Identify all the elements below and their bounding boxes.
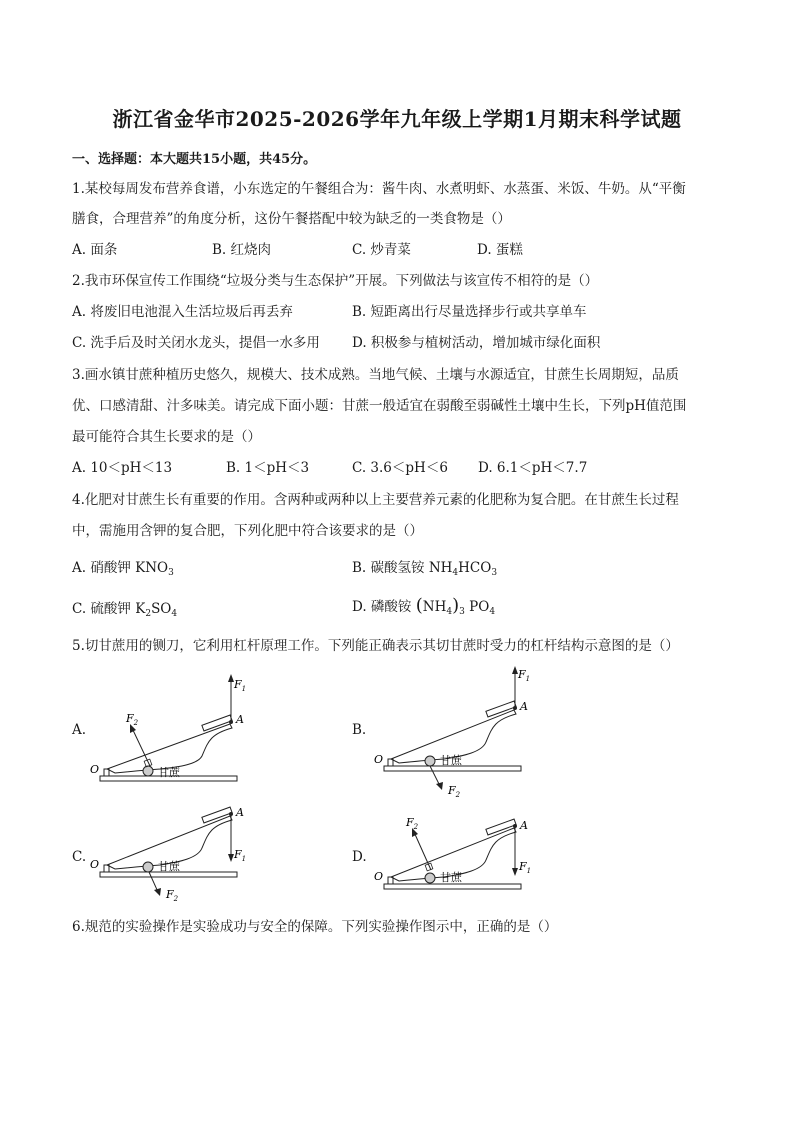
q2-option-c: C. 洗手后及时关闭水龙头，提倡一水多用 xyxy=(72,335,320,351)
label-f1: $F_1$ xyxy=(234,848,247,863)
q4-option-b-formula: $NH_4HCO_3$ xyxy=(428,560,498,578)
q4-option-b xyxy=(352,556,497,578)
q3-stem-line3: 最可能符合其生长要求的是（） xyxy=(72,429,261,445)
q4-option-c-formula: $K_2SO_4$ xyxy=(135,601,178,619)
q4-option-d-label: D. 磷酸铵 xyxy=(352,599,412,615)
q1-option-c: C. 炒青菜 xyxy=(352,242,411,258)
q2-option-a: A. 将废旧电池混入生活垃圾后再丢弃 xyxy=(72,304,293,320)
q1-option-d: D. 蛋糕 xyxy=(477,242,523,258)
handle xyxy=(486,819,516,835)
q1-option-b: B. 红烧肉 xyxy=(212,242,272,258)
q5-option-c-letter: C. xyxy=(72,849,87,865)
handle xyxy=(486,701,516,717)
q3-stem-line2: 优、口感清甜、汁多味美。请完成下面小题：甘蔗一般适宜在弱酸至弱碱性土壤中生长，下列pH值范围 xyxy=(72,398,687,414)
q2-option-b: B. 短距离出行尽量选择步行或共享单车 xyxy=(352,304,587,320)
q5-stem-line1: 5.切甘蔗用的铡刀，它利用杠杆原理工作。下列能正确表示其切甘蔗时受力的杠杆结构示意图的是（） xyxy=(72,638,679,654)
lever-diagram-d xyxy=(354,808,534,898)
label-a: A xyxy=(520,700,528,713)
q4-option-a xyxy=(72,556,174,578)
q3-stem-line1: 3.画水镇甘蔗种植历史悠久，规模大、技术成熟。当地气候、土壤与水源适宜，甘蔗生长周期短，品质 xyxy=(72,367,679,383)
label-f2: $F_2$ xyxy=(448,784,461,799)
sugarcane-circle xyxy=(143,862,153,872)
q3-option-d: D. 6.1＜pH＜7.7 xyxy=(478,460,588,476)
q5-option-a-letter: A. xyxy=(72,722,87,738)
q4-option-c xyxy=(72,597,177,619)
q5-option-d-letter: D. xyxy=(352,849,367,865)
force-f2-arrow xyxy=(430,766,440,786)
q4-option-a-label: A. 硝酸钾 xyxy=(72,560,131,576)
q4-option-d-formula: $(NH_4)_3$ $PO_4$ xyxy=(415,595,496,617)
label-o: O xyxy=(90,858,100,871)
label-f1: $F_1$ xyxy=(518,668,531,683)
lever-diagram-a xyxy=(70,668,250,790)
sugarcane-label: 甘蔗 xyxy=(158,860,180,873)
page-title: 浙江省金华市2025-2026学年九年级上学期1月期末科学试题 xyxy=(112,107,682,131)
label-f1: $F_1$ xyxy=(519,860,532,875)
sugarcane-circle xyxy=(425,756,435,766)
lever-diagram-c xyxy=(70,804,250,906)
q3-option-b: B. 1＜pH＜3 xyxy=(226,460,310,476)
label-o: O xyxy=(374,753,384,766)
sugarcane-label: 甘蔗 xyxy=(440,871,462,884)
q4-option-d xyxy=(352,595,495,617)
label-o: O xyxy=(374,870,384,883)
handle xyxy=(202,807,232,823)
q2-stem-line1: 2.我市环保宣传工作围绕“垃圾分类与生态保护”开展。下列做法与该宣传不相符的是（） xyxy=(72,273,599,289)
sugarcane-label: 甘蔗 xyxy=(440,754,462,767)
point-a xyxy=(229,812,233,816)
sugarcane-circle xyxy=(143,766,153,776)
section-header: 一、选择题：本大题共15小题，共45分。 xyxy=(72,152,317,167)
label-a: A xyxy=(236,713,244,726)
q4-stem-line2: 中，需施用含钾的复合肥，下列化肥中符合该要求的是（） xyxy=(72,523,423,539)
q4-option-a-formula: $KNO_3$ xyxy=(135,560,174,578)
force-f2-arrow xyxy=(149,872,158,892)
label-a: A xyxy=(520,819,528,832)
sugarcane-label: 甘蔗 xyxy=(158,766,180,779)
q1-stem-line2: 膳食，合理营养”的角度分析，这份午餐搭配中较为缺乏的一类食物是（） xyxy=(72,211,511,227)
label-a: A xyxy=(236,806,244,819)
lever-diagram-b xyxy=(354,660,534,800)
label-f2: $F_2$ xyxy=(406,816,419,831)
sugarcane-circle xyxy=(425,873,435,883)
label-o: O xyxy=(90,763,100,776)
q4-option-c-label: C. 硫酸钾 xyxy=(72,601,131,617)
q3-option-c: C. 3.6＜pH＜6 xyxy=(352,460,448,476)
q5-option-b-letter: B. xyxy=(352,722,367,738)
q4-stem-line1: 4.化肥对甘蔗生长有重要的作用。含两种或两种以上主要营养元素的化肥称为复合肥。在甘蔗生长过程 xyxy=(72,492,679,508)
q4-option-b-label: B. 碳酸氢铵 xyxy=(352,560,425,576)
q1-option-a: A. 面条 xyxy=(72,242,118,258)
point-a xyxy=(513,824,517,828)
q1-stem-line1: 1.某校每周发布营养食谱，小东选定的午餐组合为：酱牛肉、水煮明虾、水蒸蛋、米饭、牛奶。从“平衡 xyxy=(72,181,686,197)
q2-option-d: D. 积极参与植树活动，增加城市绿化面积 xyxy=(352,335,601,351)
q3-option-a: A. 10＜pH＜13 xyxy=(72,460,173,476)
q6-stem-line1: 6.规范的实验操作是实验成功与安全的保障。下列实验操作图示中，正确的是（） xyxy=(72,919,558,935)
base-plate xyxy=(384,884,521,889)
label-f2: $F_2$ xyxy=(166,888,179,903)
label-f2: $F_2$ xyxy=(126,712,139,727)
label-f1: $F_1$ xyxy=(234,678,247,693)
